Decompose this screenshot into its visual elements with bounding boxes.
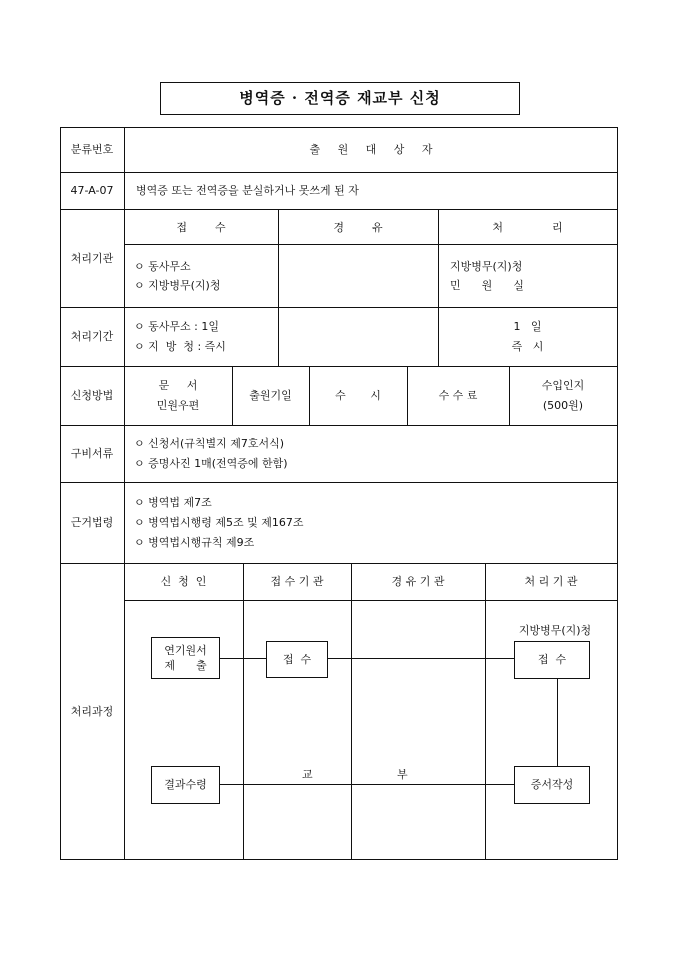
document-item: ㅇ 신청서(규칙별지 제7호서식) [134,437,285,450]
table-border-right [617,127,618,859]
via-header: 경 유 [333,221,383,234]
visit-value: 수 시 [335,389,381,402]
application-method-label: 신청방법 [70,389,114,402]
col-divider [509,366,510,425]
handling-period-label: 처리기간 [70,330,114,343]
process-header-reception: 접 수 기 관 [270,575,324,588]
visit-label: 출원기일 [249,389,292,402]
fee-amount: (500원) [542,399,584,412]
fee-stamp: 수입인지 [541,379,585,392]
label-column-divider [124,127,125,859]
classification-subject: 병역증 또는 전역증을 분실하거나 못쓰게 된 자 [136,184,359,197]
row-divider [124,600,618,601]
process-header-processing: 처 리 기 관 [524,575,578,588]
method-mail: 민원우편 [156,399,200,412]
period-item: ㅇ 동사무소 : 1일 [134,320,219,333]
row-divider [124,244,618,245]
flow-connector [219,658,267,659]
process-header-via: 경 유 기 관 [391,575,445,588]
handling-org-label: 처리기관 [70,252,114,265]
delivery-label: 교 [302,768,313,781]
table-border-left [60,127,61,859]
flow-connector [219,784,515,785]
legal-basis-label: 근거법령 [70,516,114,529]
row-divider [60,563,618,564]
process-header-applicant: 신 청 인 [160,575,207,588]
reception-item: ㅇ 동사무소 [134,260,191,273]
row-divider [60,172,618,173]
period-processing: 즉 시 [511,340,544,353]
reception-header: 접 수 [176,221,226,234]
page-title: 병역증 · 전역증 재교부 신청 [160,82,520,115]
submit-line: 제 출 [164,659,207,672]
header-classification: 분류번호 [70,143,114,156]
row-divider [60,425,618,426]
row-divider [60,366,618,367]
reception-item: ㅇ 지방병무(지)청 [134,279,221,292]
documents-label: 구비서류 [70,447,114,460]
reception-box: 접 수 [266,641,328,678]
flow-connector [327,658,515,659]
receive-result-box: 결과수령 [151,766,220,804]
legal-item: ㅇ 병역법시행규칙 제9조 [134,536,255,549]
col-divider [243,563,244,859]
period-item: ㅇ 지 방 청 : 즉시 [134,340,226,353]
process-agency-label: 지방병무(지)청 [518,624,592,637]
classification-code: 47-A-07 [70,184,114,197]
header-applicant: 출 원 대 상 자 [309,143,433,156]
submit-application-box [151,637,220,679]
submit-line: 연기원서 [164,644,207,657]
document-item: ㅇ 증명사진 1매(전역증에 한함) [134,457,288,470]
flow-connector [557,679,558,766]
processing-header: 처 리 [492,221,563,234]
legal-item: ㅇ 병역법시행령 제5조 및 제167조 [134,516,304,529]
processing-org: 지방병무(지)청 [450,260,523,273]
row-divider [60,209,618,210]
certificate-box: 증서작성 [514,766,590,804]
processing-office: 민 원 실 [450,279,524,292]
process-label: 처리과정 [70,705,114,718]
fee-label: 수 수 료 [438,389,478,402]
table-border-top [60,127,618,128]
delivery-label: 부 [397,768,408,781]
col-divider [485,563,486,859]
row-divider [60,307,618,308]
period-processing: 1 일 [513,320,542,333]
method-document: 문 서 [158,379,198,392]
row-divider [60,482,618,483]
processing-box: 접 수 [514,641,590,679]
col-divider [351,563,352,859]
table-border-bottom [60,859,618,860]
legal-item: ㅇ 병역법 제7조 [134,496,212,509]
